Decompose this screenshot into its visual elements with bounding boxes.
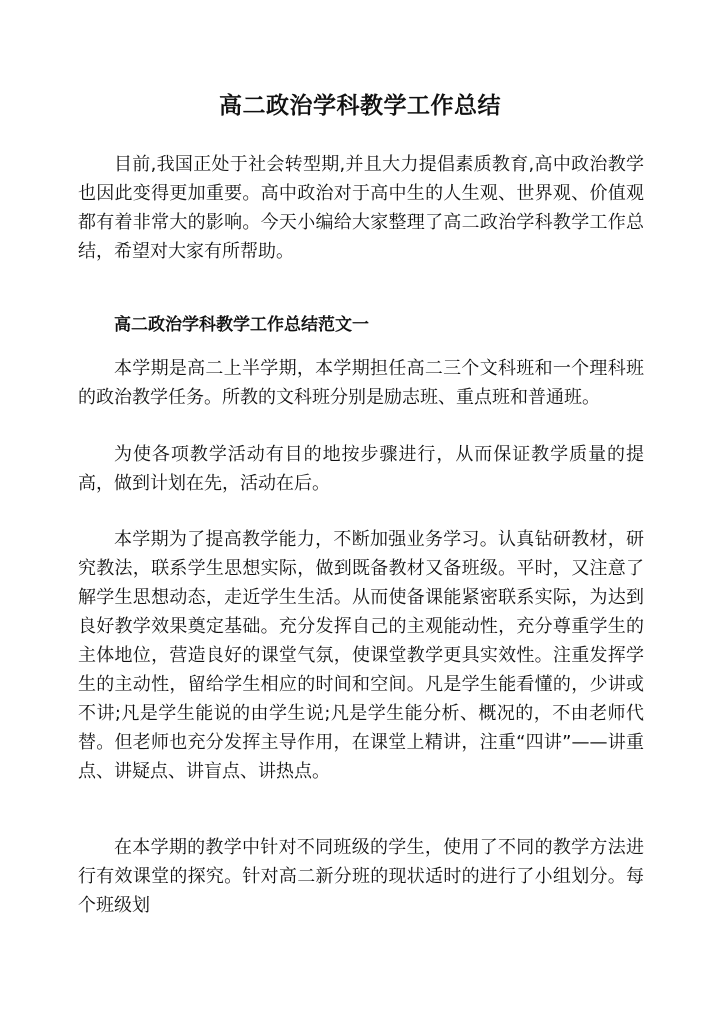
intro-paragraph: 目前,我国正处于社会转型期,并且大力提倡素质教育,高中政治教学也因此变得更加重要。高中政治对于高中生的人生观、世界观、价值观都有着非常大的影响。今天小编给大家整理了高二政治学科教学工作总结，希望对大家有所帮助。	[78, 154, 644, 262]
paragraph-4: 在本学期的教学中针对不同班级的学生，使用了不同的教学方法进行有效课堂的探究。针对高二新分班的现状适时的进行了小组划分。每个班级划	[78, 837, 644, 916]
section-heading: 高二政治学科教学工作总结范文一	[114, 315, 369, 335]
paragraph-1: 本学期是高二上半学期，本学期担任高二三个文科班和一个理科班的政治教学任务。所教的文科班分别是励志班、重点班和普通班。	[78, 358, 644, 408]
paragraph-3: 本学期为了提高教学能力，不断加强业务学习。认真钻研教材，研究教法，联系学生思想实际，做到既备教材又备班级。平时，又注意了解学生思想动态，走近学生生活。从而使备课能紧密联系实际，为达到良好教学效果奠定基础。充分发挥自己的主观能动性，充分尊重学生的主体地位，营造良好的课堂气氛，使课堂教学更具实效性。注重发挥学生的主动性，留给学生相应的时间和空间。凡是学生能看懂的，少讲或不讲;凡是学生能说的由学生说;凡是学生能分析、概况的，不由老师代替。但老师也充分发挥主导作用，在课堂上精讲，注重“四讲”——讲重点、讲疑点、讲盲点、讲热点。	[78, 529, 644, 782]
document-title: 高二政治学科教学工作总结	[219, 93, 501, 119]
paragraph-2: 为使各项教学活动有目的地按步骤进行，从而保证教学质量的提高，做到计划在先，活动在后。	[78, 444, 644, 494]
